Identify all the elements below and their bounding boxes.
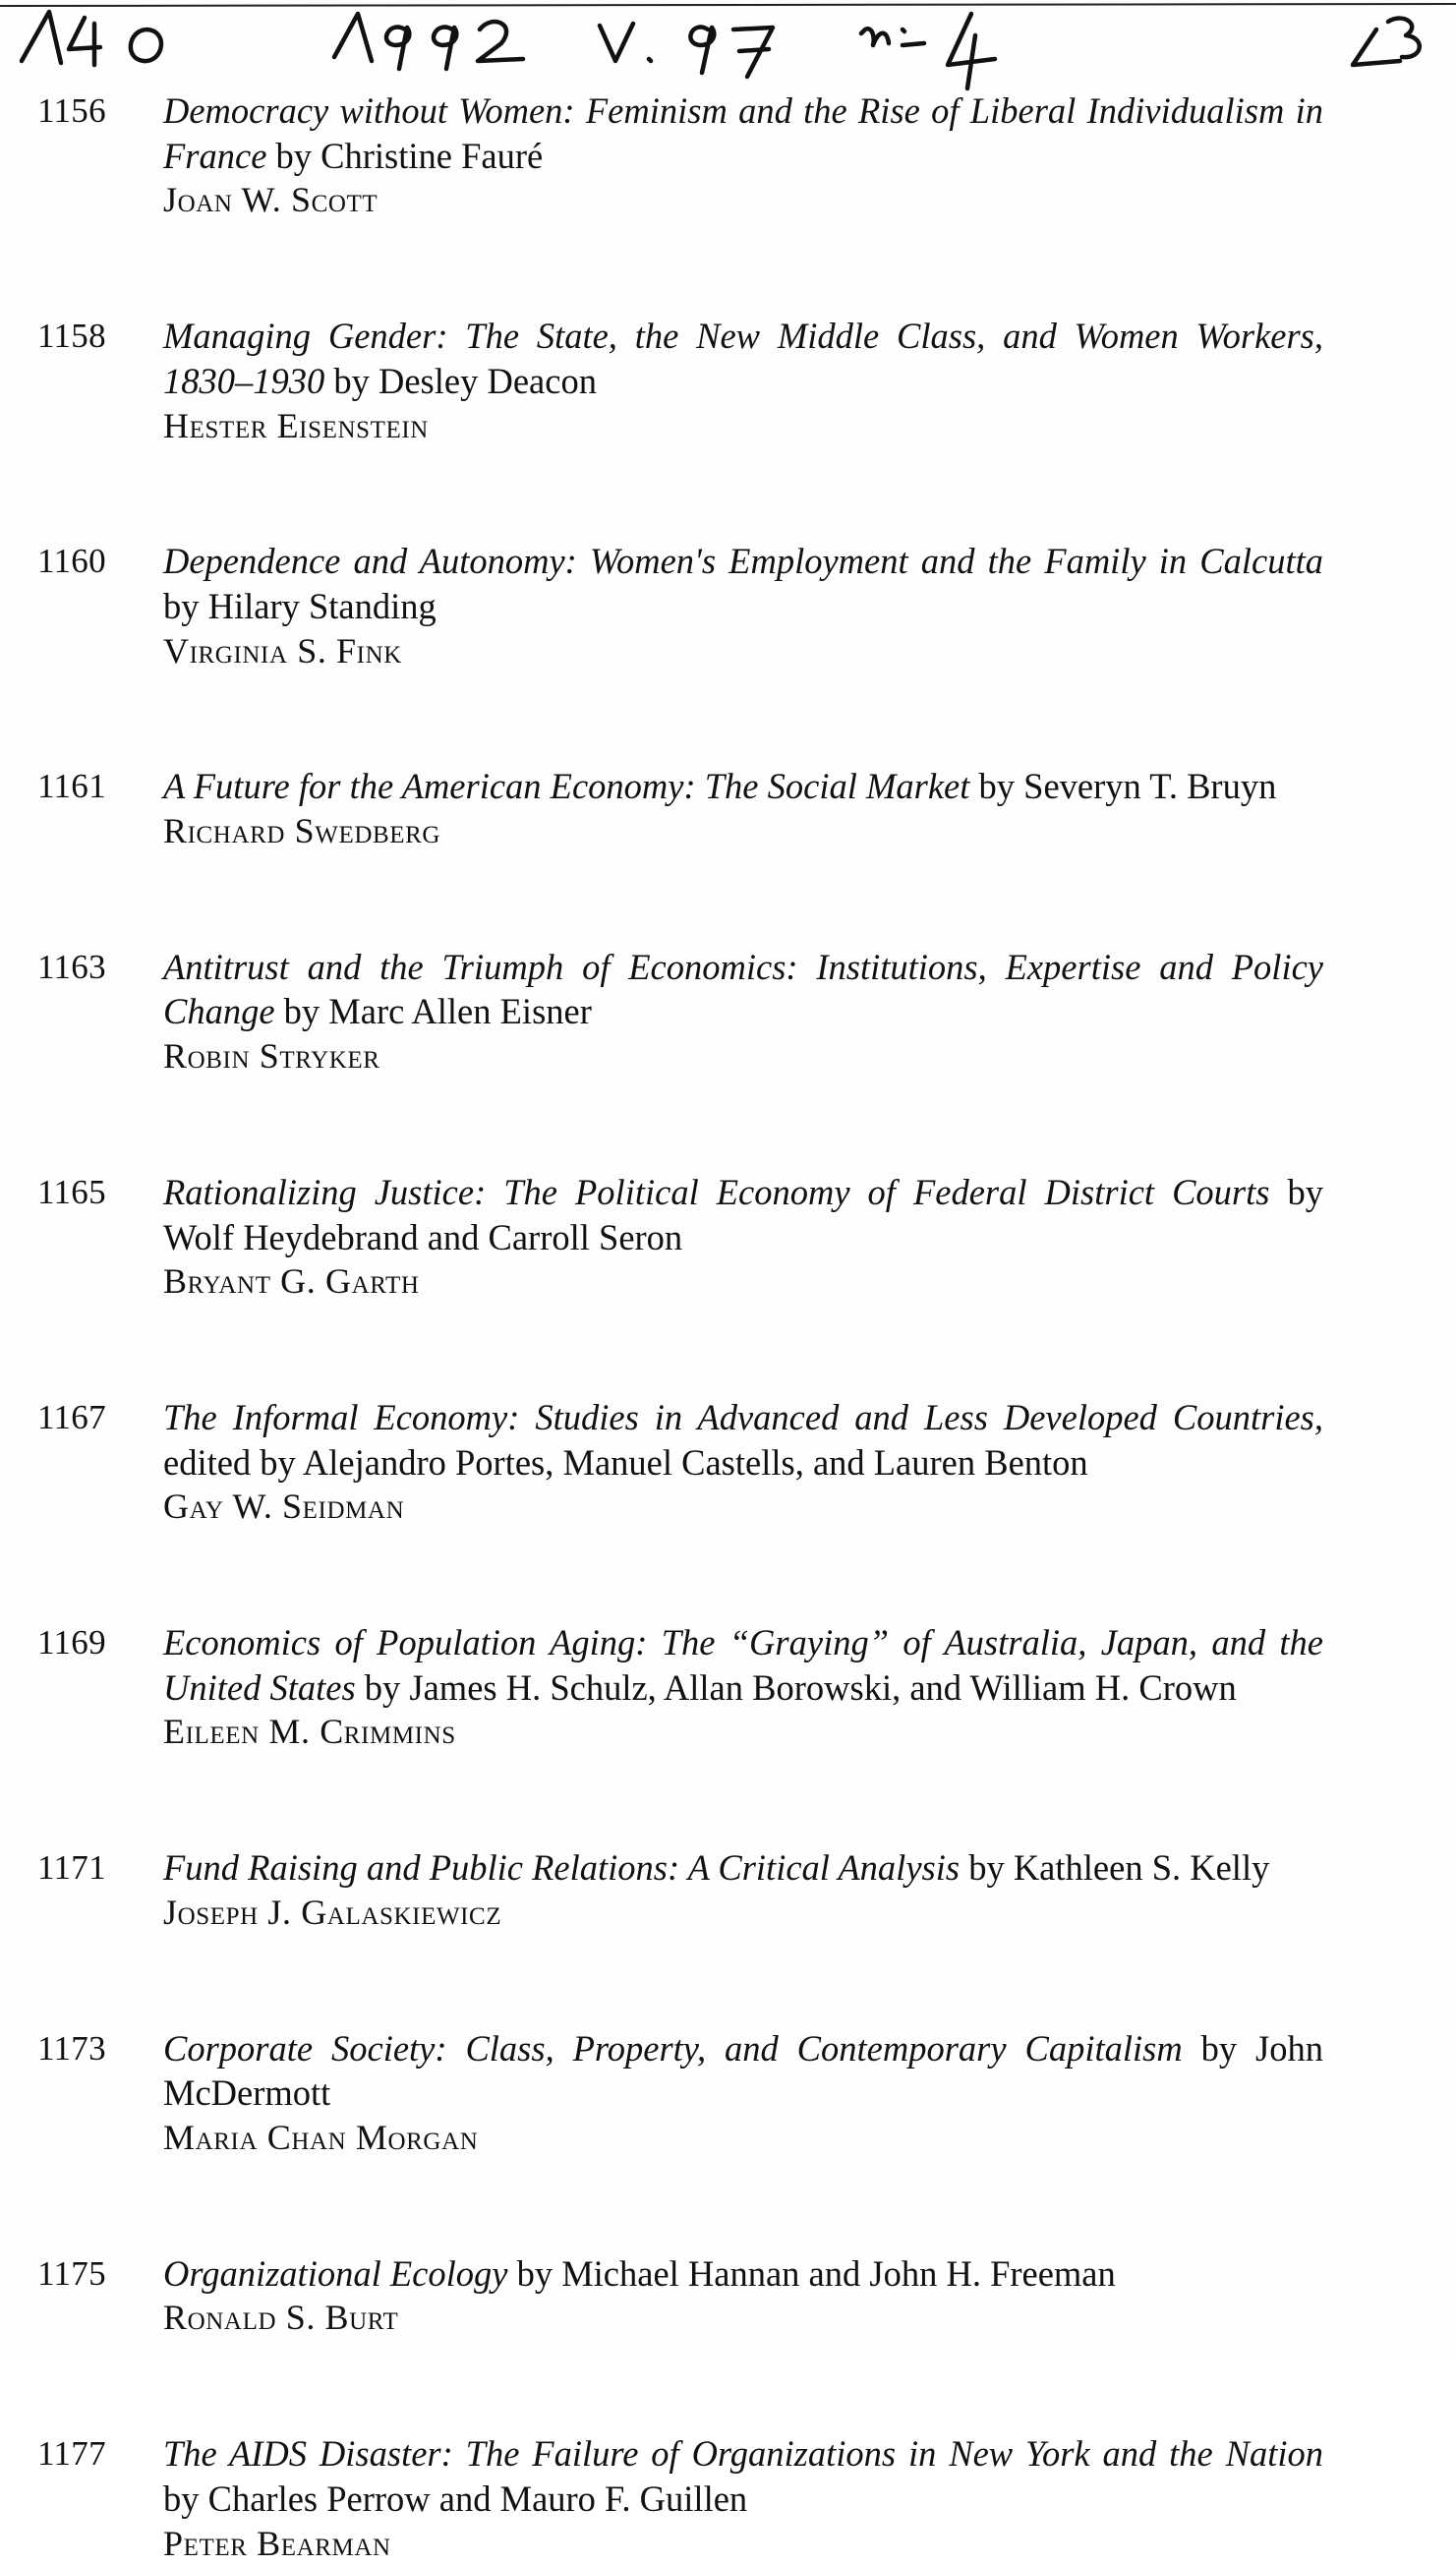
book-title: Democracy without Women: Feminism and the Rise of Liberal Individualism in France: [163, 90, 1323, 176]
entry-body: [163, 764, 1323, 853]
book-byline: edited by Alejandro Portes, Manuel Castells, and Lauren Benton: [163, 1442, 1088, 1483]
entry-body: [163, 1170, 1323, 1305]
citation: [163, 764, 1323, 809]
citation: [163, 1845, 1323, 1891]
book-title: Rationalizing Justice: The Political Economy of Federal District Courts: [163, 1172, 1269, 1212]
page-number: 1163: [37, 945, 155, 990]
page-number: 1167: [37, 1395, 155, 1440]
reviewer-name: Eileen M. Crimmins: [163, 1710, 1323, 1755]
page-number: 1156: [37, 88, 155, 134]
review-entry: [37, 2431, 1335, 2566]
reviewer-name: Robin Stryker: [163, 1034, 1323, 1079]
page-number: 1158: [37, 314, 155, 359]
citation: [163, 2431, 1323, 2521]
book-title: Dependence and Autonomy: Women's Employment and the Family in Calcutta: [163, 541, 1323, 581]
page-number: 1173: [37, 2026, 155, 2071]
reviewer-name: Joseph J. Galaskiewicz: [163, 1891, 1323, 1936]
page-number: 1177: [37, 2431, 155, 2477]
book-byline: by James H. Schulz, Allan Borowski, and William H. Crown: [356, 1667, 1237, 1708]
book-byline: by Charles Perrow and Mauro F. Guillen: [163, 2479, 747, 2519]
book-title: The Informal Economy: Studies in Advanced and Less Developed Countries,: [163, 1397, 1323, 1437]
review-entry: [37, 539, 1335, 673]
page-number: 1161: [37, 764, 155, 809]
book-title: The AIDS Disaster: The Failure of Organizations in New York and the Nation: [163, 2433, 1323, 2474]
review-entry: [37, 2026, 1335, 2161]
book-byline: by John McDermott: [163, 2028, 1323, 2114]
book-title: Managing Gender: The State, the New Middle Class, and Women Workers, 1830–1930: [163, 316, 1323, 401]
handwriting-drawing: [0, 0, 1456, 93]
page-number: 1171: [37, 1845, 155, 1891]
book-byline: by Hilary Standing: [163, 586, 437, 626]
book-title: Corporate Society: Class, Property, and Contemporary Capitalism: [163, 2028, 1183, 2069]
book-title: Organizational Ecology: [163, 2253, 507, 2294]
book-byline: by Wolf Heydebrand and Carroll Seron: [163, 1172, 1323, 1257]
review-entry: [37, 1170, 1335, 1305]
book-byline: by Christine Fauré: [266, 136, 543, 176]
citation: [163, 2026, 1323, 2116]
reviewer-name: Ronald S. Burt: [163, 2296, 1323, 2341]
reviewer-name: Bryant G. Garth: [163, 1259, 1323, 1305]
citation: [163, 314, 1323, 403]
entry-body: [163, 539, 1323, 673]
citation: [163, 539, 1323, 628]
review-entry: [37, 314, 1335, 448]
review-entry: [37, 945, 1335, 1079]
review-list: [37, 88, 1335, 2566]
reviewer-name: Richard Swedberg: [163, 809, 1323, 854]
entry-body: [163, 1620, 1323, 1755]
page-number: 1165: [37, 1170, 155, 1215]
entry-body: [163, 88, 1323, 223]
book-byline: by Severyn T. Bruyn: [969, 766, 1276, 806]
entry-body: [163, 314, 1323, 448]
book-byline: by Marc Allen Eisner: [275, 991, 592, 1031]
book-title: Antitrust and the Triumph of Economics: Institutions, Expertise and Policy Change: [163, 947, 1323, 1032]
page-number: 1169: [37, 1620, 155, 1665]
entry-body: [163, 1845, 1323, 1935]
entry-body: [163, 2026, 1323, 2161]
review-entry: [37, 764, 1335, 853]
review-entry: [37, 88, 1335, 223]
reviewer-name: Peter Bearman: [163, 2522, 1323, 2566]
book-title: A Future for the American Economy: The Social Market: [163, 766, 969, 806]
book-byline: by Kathleen S. Kelly: [960, 1847, 1269, 1888]
review-entry: [37, 1845, 1335, 1935]
page-number: 1160: [37, 539, 155, 584]
reviewer-name: Gay W. Seidman: [163, 1485, 1323, 1530]
book-title: Economics of Population Aging: The “Graying” of Australia, Japan, and the United States: [163, 1622, 1323, 1708]
review-entry: [37, 1395, 1335, 1530]
book-byline: by Desley Deacon: [324, 361, 597, 401]
reviewer-name: Hester Eisenstein: [163, 404, 1323, 449]
citation: [163, 1620, 1323, 1710]
review-entry: [37, 1620, 1335, 1755]
citation: [163, 2251, 1323, 2297]
citation: [163, 1170, 1323, 1259]
book-byline: by Michael Hannan and John H. Freeman: [507, 2253, 1115, 2294]
entry-body: [163, 1395, 1323, 1530]
citation: [163, 1395, 1323, 1485]
book-title: Fund Raising and Public Relations: A Critical Analysis: [163, 1847, 960, 1888]
entry-body: [163, 2251, 1323, 2341]
reviewer-name: Maria Chan Morgan: [163, 2116, 1323, 2161]
entry-body: [163, 2431, 1323, 2566]
page-number: 1175: [37, 2251, 155, 2297]
entry-body: [163, 945, 1323, 1079]
handwritten-annotation: [0, 0, 1456, 93]
review-entry: [37, 2251, 1335, 2341]
citation: [163, 945, 1323, 1034]
reviewer-name: Joan W. Scott: [163, 178, 1323, 223]
reviewer-name: Virginia S. Fink: [163, 629, 1323, 674]
citation: [163, 88, 1323, 178]
